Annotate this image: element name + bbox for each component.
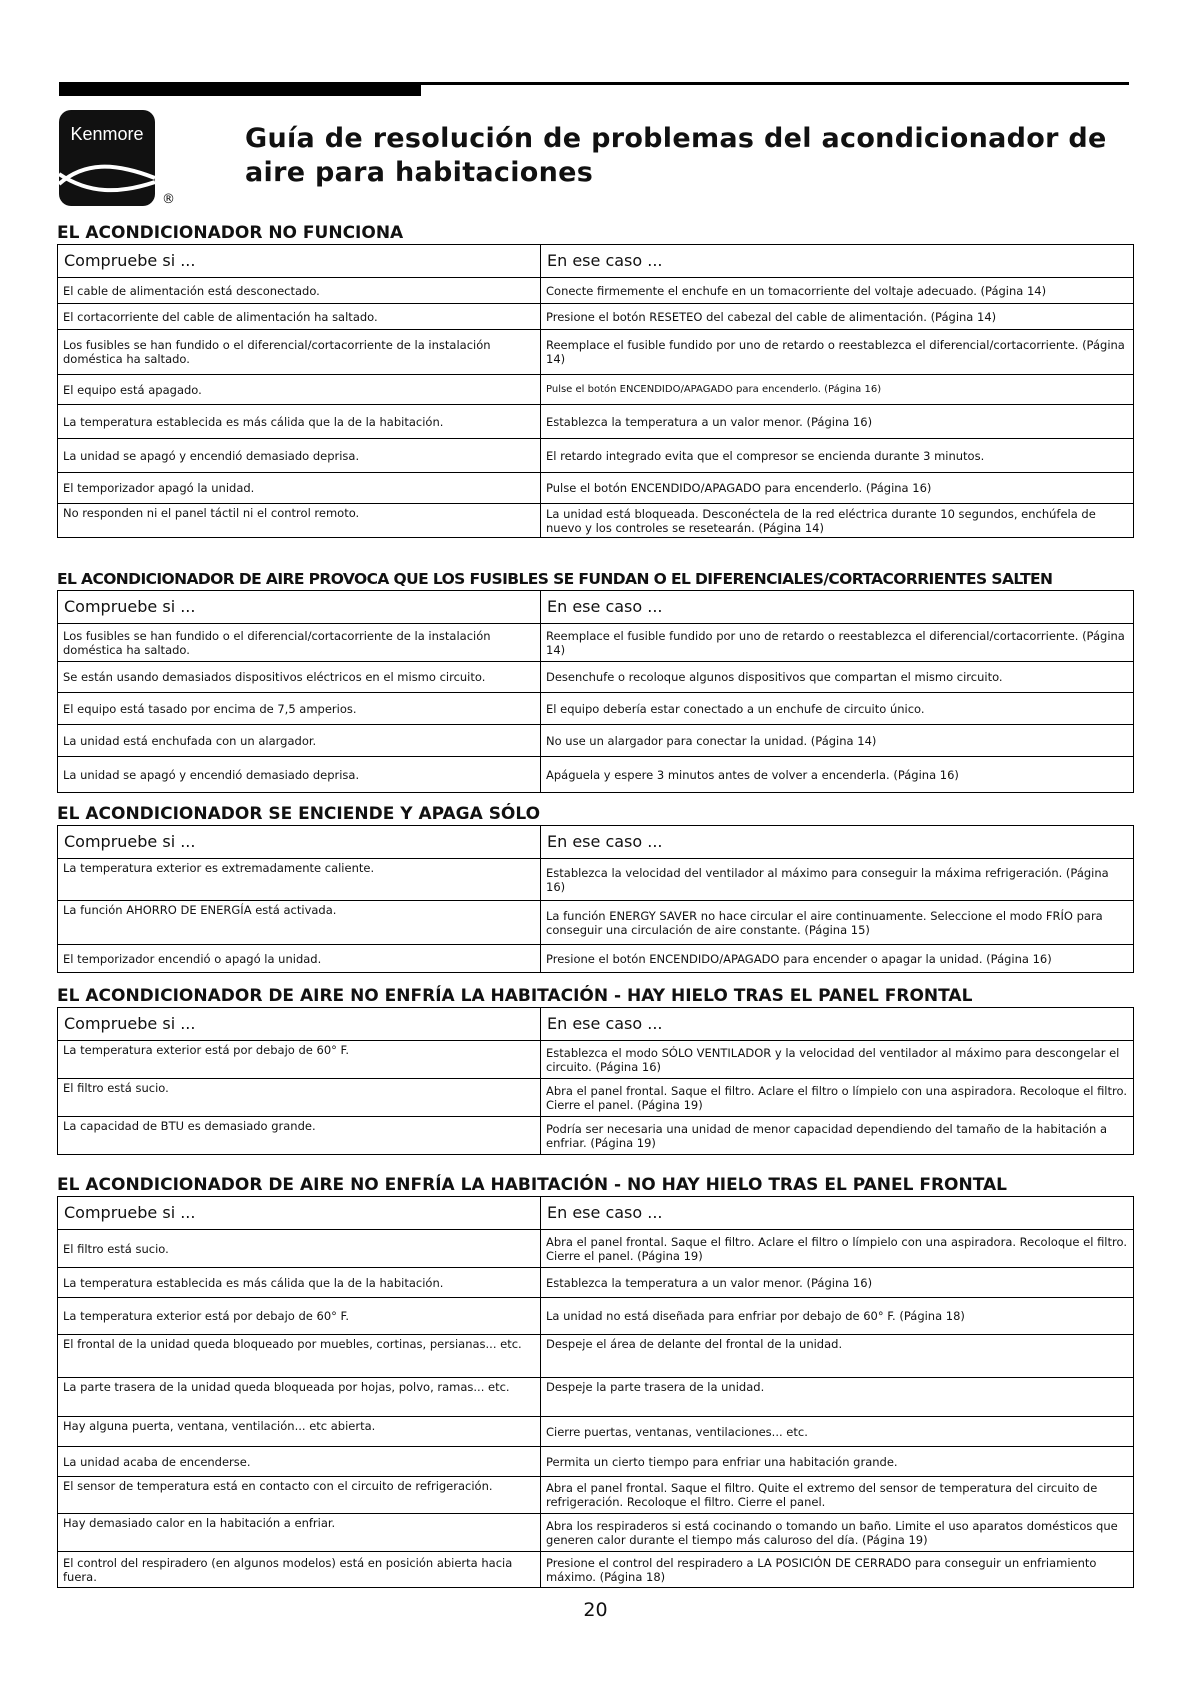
section-heading: EL ACONDICIONADOR DE AIRE NO ENFRÍA LA HABITACIÓN - NO HAY HIELO TRAS EL PANEL FRONTAL	[57, 1175, 1007, 1195]
then-cell: Reemplace el fusible fundido por uno de retardo o reestablezca el diferencial/cortacorriente. (Página 14)	[541, 330, 1134, 375]
then-cell: Abra el panel frontal. Saque el filtro. Quite el extremo del sensor de temperatura del circuito de refrigeración. Recoloque el filtro. Cierre el panel.	[541, 1477, 1134, 1514]
table-row	[58, 945, 1134, 973]
table-row	[58, 725, 1134, 757]
then-cell: Pulse el botón ENCENDIDO/APAGADO para encenderlo. (Página 16)	[541, 375, 1134, 405]
check-cell: El cable de alimentación está desconectado.	[58, 278, 541, 304]
then-cell: Despeje la parte trasera de la unidad.	[541, 1378, 1134, 1417]
table-row	[58, 1268, 1134, 1298]
then-cell: Presione el control del respiradero a LA POSICIÓN DE CERRADO para conseguir un enfriamiento máximo. (Página 18)	[541, 1552, 1134, 1588]
then-cell: El retardo integrado evita que el compresor se encienda durante 3 minutos.	[541, 439, 1134, 473]
table-row	[58, 757, 1134, 793]
check-cell: No responden ni el panel táctil ni el control remoto.	[58, 504, 541, 538]
check-cell: Los fusibles se han fundido o el diferencial/cortacorriente de la instalación doméstica ha saltado.	[58, 330, 541, 375]
table-row	[58, 1417, 1134, 1447]
section-enciende-apaga	[57, 803, 1134, 973]
table-header-row	[58, 1197, 1134, 1230]
then-cell: La función ENERGY SAVER no hace circular el aire continuamente. Seleccione el modo FRÍO para conseguir una circulación de aire constante. (Página 15)	[541, 901, 1134, 945]
table-header-row	[58, 591, 1134, 624]
column-header-then: En ese caso ...	[541, 1008, 1134, 1041]
logo-text: Kenmore	[70, 124, 144, 144]
table-row	[58, 405, 1134, 439]
check-cell: El sensor de temperatura está en contacto con el circuito de refrigeración.	[58, 1477, 541, 1514]
column-header-then: En ese caso ...	[541, 591, 1134, 624]
page-title: Guía de resolución de problemas del acondicionador de aire para habitaciones	[245, 123, 1107, 188]
column-header-then: En ese caso ...	[541, 1197, 1134, 1230]
check-cell: Hay alguna puerta, ventana, ventilación... etc abierta.	[58, 1417, 541, 1447]
table-row	[58, 375, 1134, 405]
table-row	[58, 278, 1134, 304]
table-header-row	[58, 245, 1134, 278]
check-cell: La capacidad de BTU es demasiado grande.	[58, 1117, 541, 1155]
table-row	[58, 1041, 1134, 1079]
troubleshooting-table	[57, 825, 1134, 973]
registered-mark: ®	[162, 192, 175, 207]
table-row	[58, 662, 1134, 693]
table-row	[58, 1477, 1134, 1514]
check-cell: La unidad se apagó y encendió demasiado deprisa.	[58, 439, 541, 473]
then-cell: Establezca la temperatura a un valor menor. (Página 16)	[541, 1268, 1134, 1298]
table-row	[58, 1447, 1134, 1477]
check-cell: La función AHORRO DE ENERGÍA está activada.	[58, 901, 541, 945]
section-no-funciona	[57, 222, 1134, 538]
then-cell: El equipo debería estar conectado a un enchufe de circuito único.	[541, 693, 1134, 725]
check-cell: Hay demasiado calor en la habitación a enfriar.	[58, 1514, 541, 1552]
section-no-hay-hielo	[57, 1174, 1134, 1588]
column-header-then: En ese caso ...	[541, 826, 1134, 859]
check-cell: La unidad acaba de encenderse.	[58, 1447, 541, 1477]
then-cell: Pulse el botón ENCENDIDO/APAGADO para encenderlo. (Página 16)	[541, 473, 1134, 504]
then-cell: Conecte firmemente el enchufe en un tomacorriente del voltaje adecuado. (Página 14)	[541, 278, 1134, 304]
column-header-then: En ese caso ...	[541, 245, 1134, 278]
then-cell: Apáguela y espere 3 minutos antes de volver a encenderla. (Página 16)	[541, 757, 1134, 793]
then-cell: La unidad está bloqueada. Desconéctela de la red eléctrica durante 10 segundos, enchúfela de nuevo y los controles se resetearán. (Página 14)	[541, 504, 1134, 538]
check-cell: El filtro está sucio.	[58, 1230, 541, 1268]
then-cell: Abra el panel frontal. Saque el filtro. Aclare el filtro o límpielo con una aspiradora. Recoloque el filtro. Cierre el panel. (Página 19)	[541, 1079, 1134, 1117]
troubleshooting-table	[57, 590, 1134, 793]
then-cell: Presione el botón ENCENDIDO/APAGADO para encender o apagar la unidad. (Página 16)	[541, 945, 1134, 973]
table-row	[58, 859, 1134, 901]
page-number: 20	[583, 1599, 608, 1621]
then-cell: Abra los respiraderos si está cocinando o tomando un baño. Limite el uso aparatos domésticos que generen calor durante el tiempo más caluroso del día. (Página 19)	[541, 1514, 1134, 1552]
section-heading: EL ACONDICIONADOR DE AIRE NO ENFRÍA LA HABITACIÓN - HAY HIELO TRAS EL PANEL FRONTAL	[57, 986, 973, 1006]
table-header-row	[58, 826, 1134, 859]
check-cell: La temperatura exterior está por debajo de 60° F.	[58, 1041, 541, 1079]
table-row	[58, 1378, 1134, 1417]
table-row	[58, 693, 1134, 725]
column-header-check: Compruebe si ...	[58, 1197, 541, 1230]
then-cell: Despeje el área de delante del frontal de la unidad.	[541, 1335, 1134, 1378]
check-cell: La unidad está enchufada con un alargador.	[58, 725, 541, 757]
header-rule-accent	[59, 82, 421, 96]
then-cell: Desenchufe o recoloque algunos dispositivos que compartan el mismo circuito.	[541, 662, 1134, 693]
check-cell: El temporizador apagó la unidad.	[58, 473, 541, 504]
section-fusibles	[57, 568, 1134, 793]
table-row	[58, 1117, 1134, 1155]
column-header-check: Compruebe si ...	[58, 1008, 541, 1041]
then-cell: Establezca el modo SÓLO VENTILADOR y la velocidad del ventilador al máximo para descongelar el circuito. (Página 16)	[541, 1041, 1134, 1079]
section-heading: EL ACONDICIONADOR NO FUNCIONA	[57, 223, 404, 243]
check-cell: Se están usando demasiados dispositivos eléctricos en el mismo circuito.	[58, 662, 541, 693]
check-cell: La unidad se apagó y encendió demasiado deprisa.	[58, 757, 541, 793]
column-header-check: Compruebe si ...	[58, 826, 541, 859]
table-row	[58, 330, 1134, 375]
then-cell: Reemplace el fusible fundido por uno de retardo o reestablezca el diferencial/cortacorriente. (Página 14)	[541, 624, 1134, 662]
check-cell: El temporizador encendió o apagó la unidad.	[58, 945, 541, 973]
table-row	[58, 439, 1134, 473]
table-row	[58, 1298, 1134, 1335]
check-cell: El filtro está sucio.	[58, 1079, 541, 1117]
table-header-row	[58, 1008, 1134, 1041]
check-cell: La temperatura establecida es más cálida que la de la habitación.	[58, 1268, 541, 1298]
check-cell: El equipo está apagado.	[58, 375, 541, 405]
check-cell: El control del respiradero (en algunos modelos) está en posición abierta hacia fuera.	[58, 1552, 541, 1588]
logo-swoosh-icon	[59, 154, 155, 206]
table-row	[58, 304, 1134, 330]
check-cell: El frontal de la unidad queda bloqueado por muebles, cortinas, persianas... etc.	[58, 1335, 541, 1378]
kenmore-logo	[59, 110, 155, 206]
then-cell: Cierre puertas, ventanas, ventilaciones... etc.	[541, 1417, 1134, 1447]
troubleshooting-table	[57, 1007, 1134, 1155]
check-cell: La parte trasera de la unidad queda bloqueada por hojas, polvo, ramas... etc.	[58, 1378, 541, 1417]
table-row	[58, 1230, 1134, 1268]
then-cell: Establezca la temperatura a un valor menor. (Página 16)	[541, 405, 1134, 439]
troubleshooting-table	[57, 1196, 1134, 1588]
check-cell: La temperatura establecida es más cálida que la de la habitación.	[58, 405, 541, 439]
table-row	[58, 624, 1134, 662]
troubleshooting-table	[57, 244, 1134, 538]
check-cell: El equipo está tasado por encima de 7,5 amperios.	[58, 693, 541, 725]
section-heading: EL ACONDICIONADOR DE AIRE PROVOCA QUE LOS FUSIBLES SE FUNDAN O EL DIFERENCIALES/CORTACORRIENTES SALTEN	[57, 570, 1053, 588]
then-cell: Permita un cierto tiempo para enfriar una habitación grande.	[541, 1447, 1134, 1477]
table-row	[58, 1335, 1134, 1378]
check-cell: El cortacorriente del cable de alimentación ha saltado.	[58, 304, 541, 330]
table-row	[58, 473, 1134, 504]
check-cell: La temperatura exterior es extremadamente caliente.	[58, 859, 541, 901]
then-cell: No use un alargador para conectar la unidad. (Página 14)	[541, 725, 1134, 757]
column-header-check: Compruebe si ...	[58, 591, 541, 624]
then-cell: Establezca la velocidad del ventilador al máximo para conseguir la máxima refrigeración. (Página 16)	[541, 859, 1134, 901]
then-cell: Podría ser necesaria una unidad de menor capacidad dependiendo del tamaño de la habitación a enfriar. (Página 19)	[541, 1117, 1134, 1155]
then-cell: Abra el panel frontal. Saque el filtro. Aclare el filtro o límpielo con una aspiradora. Recoloque el filtro. Cierre el panel. (Página 19)	[541, 1230, 1134, 1268]
section-heading: EL ACONDICIONADOR SE ENCIENDE Y APAGA SÓLO	[57, 804, 541, 824]
table-row	[58, 1514, 1134, 1552]
column-header-check: Compruebe si ...	[58, 245, 541, 278]
then-cell: La unidad no está diseñada para enfriar por debajo de 60° F. (Página 18)	[541, 1298, 1134, 1335]
table-row	[58, 504, 1134, 538]
table-row	[58, 1552, 1134, 1588]
section-hay-hielo	[57, 985, 1134, 1155]
check-cell: Los fusibles se han fundido o el diferencial/cortacorriente de la instalación doméstica ha saltado.	[58, 624, 541, 662]
table-row	[58, 901, 1134, 945]
table-row	[58, 1079, 1134, 1117]
then-cell: Presione el botón RESETEO del cabezal del cable de alimentación. (Página 14)	[541, 304, 1134, 330]
check-cell: La temperatura exterior está por debajo de 60° F.	[58, 1298, 541, 1335]
